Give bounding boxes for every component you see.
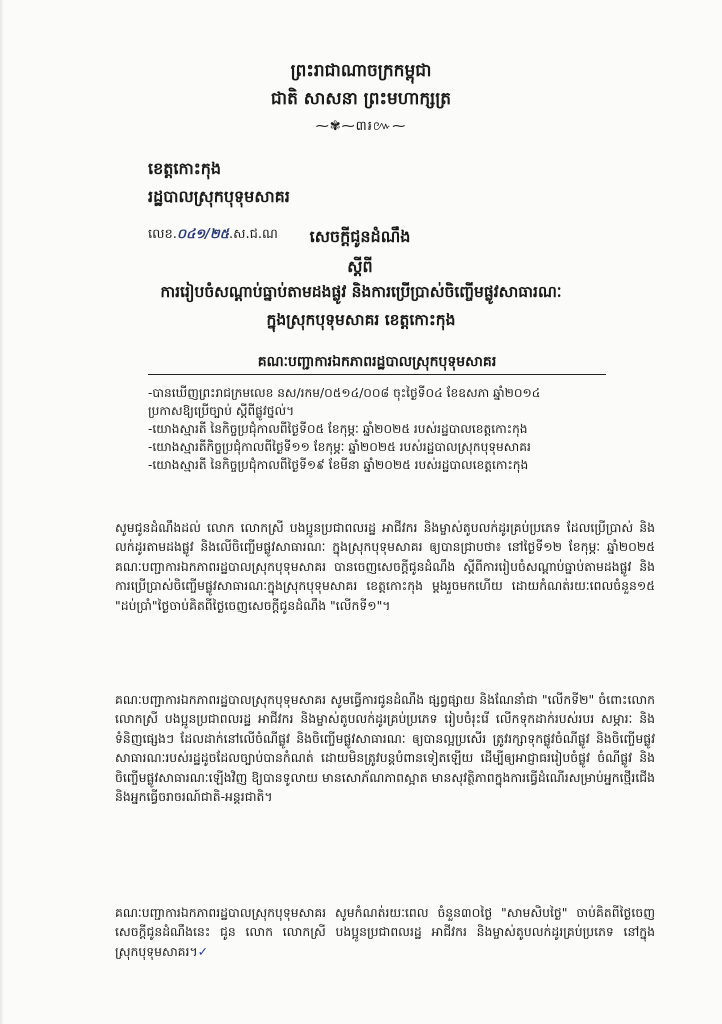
reference-item: -បានឃើញព្រះរាជក្រមលេខ នស/រកម/០៥១៤/០០៨ ចុះថ្ងៃទី០៤ ខែឧសភា ឆ្នាំ២០១៤	[148, 386, 541, 400]
committee-heading: គណៈបញ្ជាការឯកភាពរដ្ឋបាលស្រុកបុទុមសាគរ	[257, 354, 497, 370]
subject-line-1: ការរៀបចំសណ្តាប់ធ្នាប់តាមដងផ្លូវ និងការប្រើប្រាស់ចិញ្ចើមផ្លូវសាធារណៈ	[160, 283, 562, 301]
ref-suffix: /២៥	[205, 227, 229, 242]
subject-line-2: ក្នុងស្រុកបុទុមសាគរ ខេត្តកោះកុង	[266, 311, 456, 329]
reference-item: -យោងស្មារតីកិច្ចប្រជុំកាលពីថ្ងៃទី១១ ខែកុម្ភៈ ឆ្នាំ២០២៥ របស់រដ្ឋបាលស្រុកបុទុមសាគរ	[148, 440, 531, 454]
legal-references	[148, 384, 648, 474]
ref-code: .ស.ជ.ណ	[228, 227, 278, 242]
paragraph-2: គណៈបញ្ជាការឯកភាពរដ្ឋបាលស្រុកបុទុមសាគរ សូមធ្វើការជូនដំណឹង ផ្សព្វផ្សាយ និងណែនាំជា "លើកទី២" ចំពោះលោក លោកស្រី បងប្អូនប្រជាពលរដ្ឋ អាជីវករ និងម្ចាស់តូបលក់ដូរគ្រប់ប្រភេទ រៀបចំរុះរើ លើកទុកដាក់របស់របរ សម្ភារៈ និងទំនិញផ្សេងៗ ដែលដាក់នៅលើចំណីផ្លូវ និងចិញ្ចើមផ្លូវសាធារណៈ ឲ្យបានល្អប្រសើរ ត្រូវរក្សាទុកផ្លូវចំណីផ្លូវ និងចិញ្ចើមផ្លូវសាធារណៈរបស់រដ្ឋដូចដែលច្បាប់បានកំណត់ ដោយមិនត្រូវបន្តបំពានទៀតឡើយ ដើម្បីឲ្យអាជ្ញាធររៀបចំផ្លូវ ចំណីផ្លូវ និងចិញ្ចើមផ្លូវសាធារណៈឡើងវិញ ឱ្យបានទូលាយ មានសោភ័ណភាពស្អាត មានសុវត្ថិភាពក្នុងការធ្វើដំណើរសម្រាប់អ្នកថ្មើរជើង និងអ្នកធ្វើចរាចរណ៍ជាតិ-អន្តរជាតិ។	[115, 692, 655, 805]
reference-item: ប្រកាសឱ្យប្រើច្បាប់ ស្តីពីផ្លូវថ្នល់។	[148, 404, 295, 418]
document-type: សេចក្តីជូនដំណឹង	[309, 227, 411, 246]
committee-underline	[148, 374, 606, 375]
paragraph-1: សូមជូនដំណឹងដល់ លោក លោកស្រី បងប្អូនប្រជាពលរដ្ឋ អាជីវករ និងម្ចាស់តូបលក់ដូរគ្រប់ប្រភេទ ដែលប្រើប្រាស់ និងលក់ដូរតាមដងផ្លូវ និងលើចិញ្ចើមផ្លូវសាធារណៈ ក្នុងស្រុកបុទុមសាគរ ឲ្យបានជ្រាបថា៖ នៅថ្ងៃទី១២ ខែកុម្ភៈ ឆ្នាំ២០២៥ គណៈបញ្ជាការឯកភាពរដ្ឋបាលស្រុកបុទុមសាគរ បានចេញសេចក្តីជូនដំណឹង ស្តីពីការរៀបចំសណ្តាប់ធ្នាប់តាមដងផ្លូវ និងការប្រើប្រាស់ចិញ្ចើមផ្លូវសាធារណៈក្នុងស្រុកបុទុមសាគរ ខេត្តកោះកុង ម្តងរួចមកហើយ ដោយកំណត់រយៈពេលចំនួន១៥ "ដប់ប្រាំ"ថ្ងៃចាប់គិតពីថ្ងៃចេញសេចក្តីជូនដំណឹង "លើកទី១"។	[115, 520, 655, 613]
province-name: ខេត្តកោះកុង	[148, 159, 222, 178]
paragraph-3-text: គណៈបញ្ជាការឯកភាពរដ្ឋបាលស្រុកបុទុមសាគរ សូមកំណត់រយៈពេល ចំនួន៣០ថ្ងៃ "សាមសិបថ្ងៃ" ចាប់គិតពីថ្ងៃចេញសេចក្តីជូនដំណឹងនេះ ជូន លោក លោកស្រី បងប្អូនប្រជាពលរដ្ឋ អាជីវករ និងម្ចាស់តូបលក់ដូរគ្រប់ប្រភេទ នៅក្នុងស្រុកបុទុមសាគរ។	[115, 905, 655, 959]
administration-name: រដ្ឋបាលស្រុកបុទុមសាគរ	[148, 187, 290, 206]
ref-number: ០៤១	[176, 227, 206, 242]
pen-mark-icon: ✓	[197, 943, 209, 959]
national-motto: ជាតិ សាសនា ព្រះមហាក្សត្រ	[270, 89, 452, 109]
paragraph-3	[115, 903, 655, 961]
kingdom-header: ព្រះរាជាណាចក្រកម្ពុជា	[290, 61, 432, 81]
ornament-divider: ⁓✾⁓៣៛៚⁓	[315, 119, 407, 134]
about-label: ស្តីពី	[347, 257, 373, 276]
ref-prefix: លេខ.	[148, 227, 177, 242]
reference-item: -យោងស្មារតី នៃកិច្ចប្រជុំកាលពីថ្ងៃទី០៥ ខែកុម្ភៈ ឆ្នាំ២០២៥ របស់រដ្ឋបាលខេត្តកោះកុង	[148, 422, 528, 436]
reference-item: -យោងស្មារតី នៃកិច្ចប្រជុំកាលពីថ្ងៃទី១៩ ខែមីនា ឆ្នាំ២០២៥ របស់រដ្ឋបាលខេត្តកោះកុង	[148, 458, 529, 472]
scan-edge	[0, 0, 4, 1024]
